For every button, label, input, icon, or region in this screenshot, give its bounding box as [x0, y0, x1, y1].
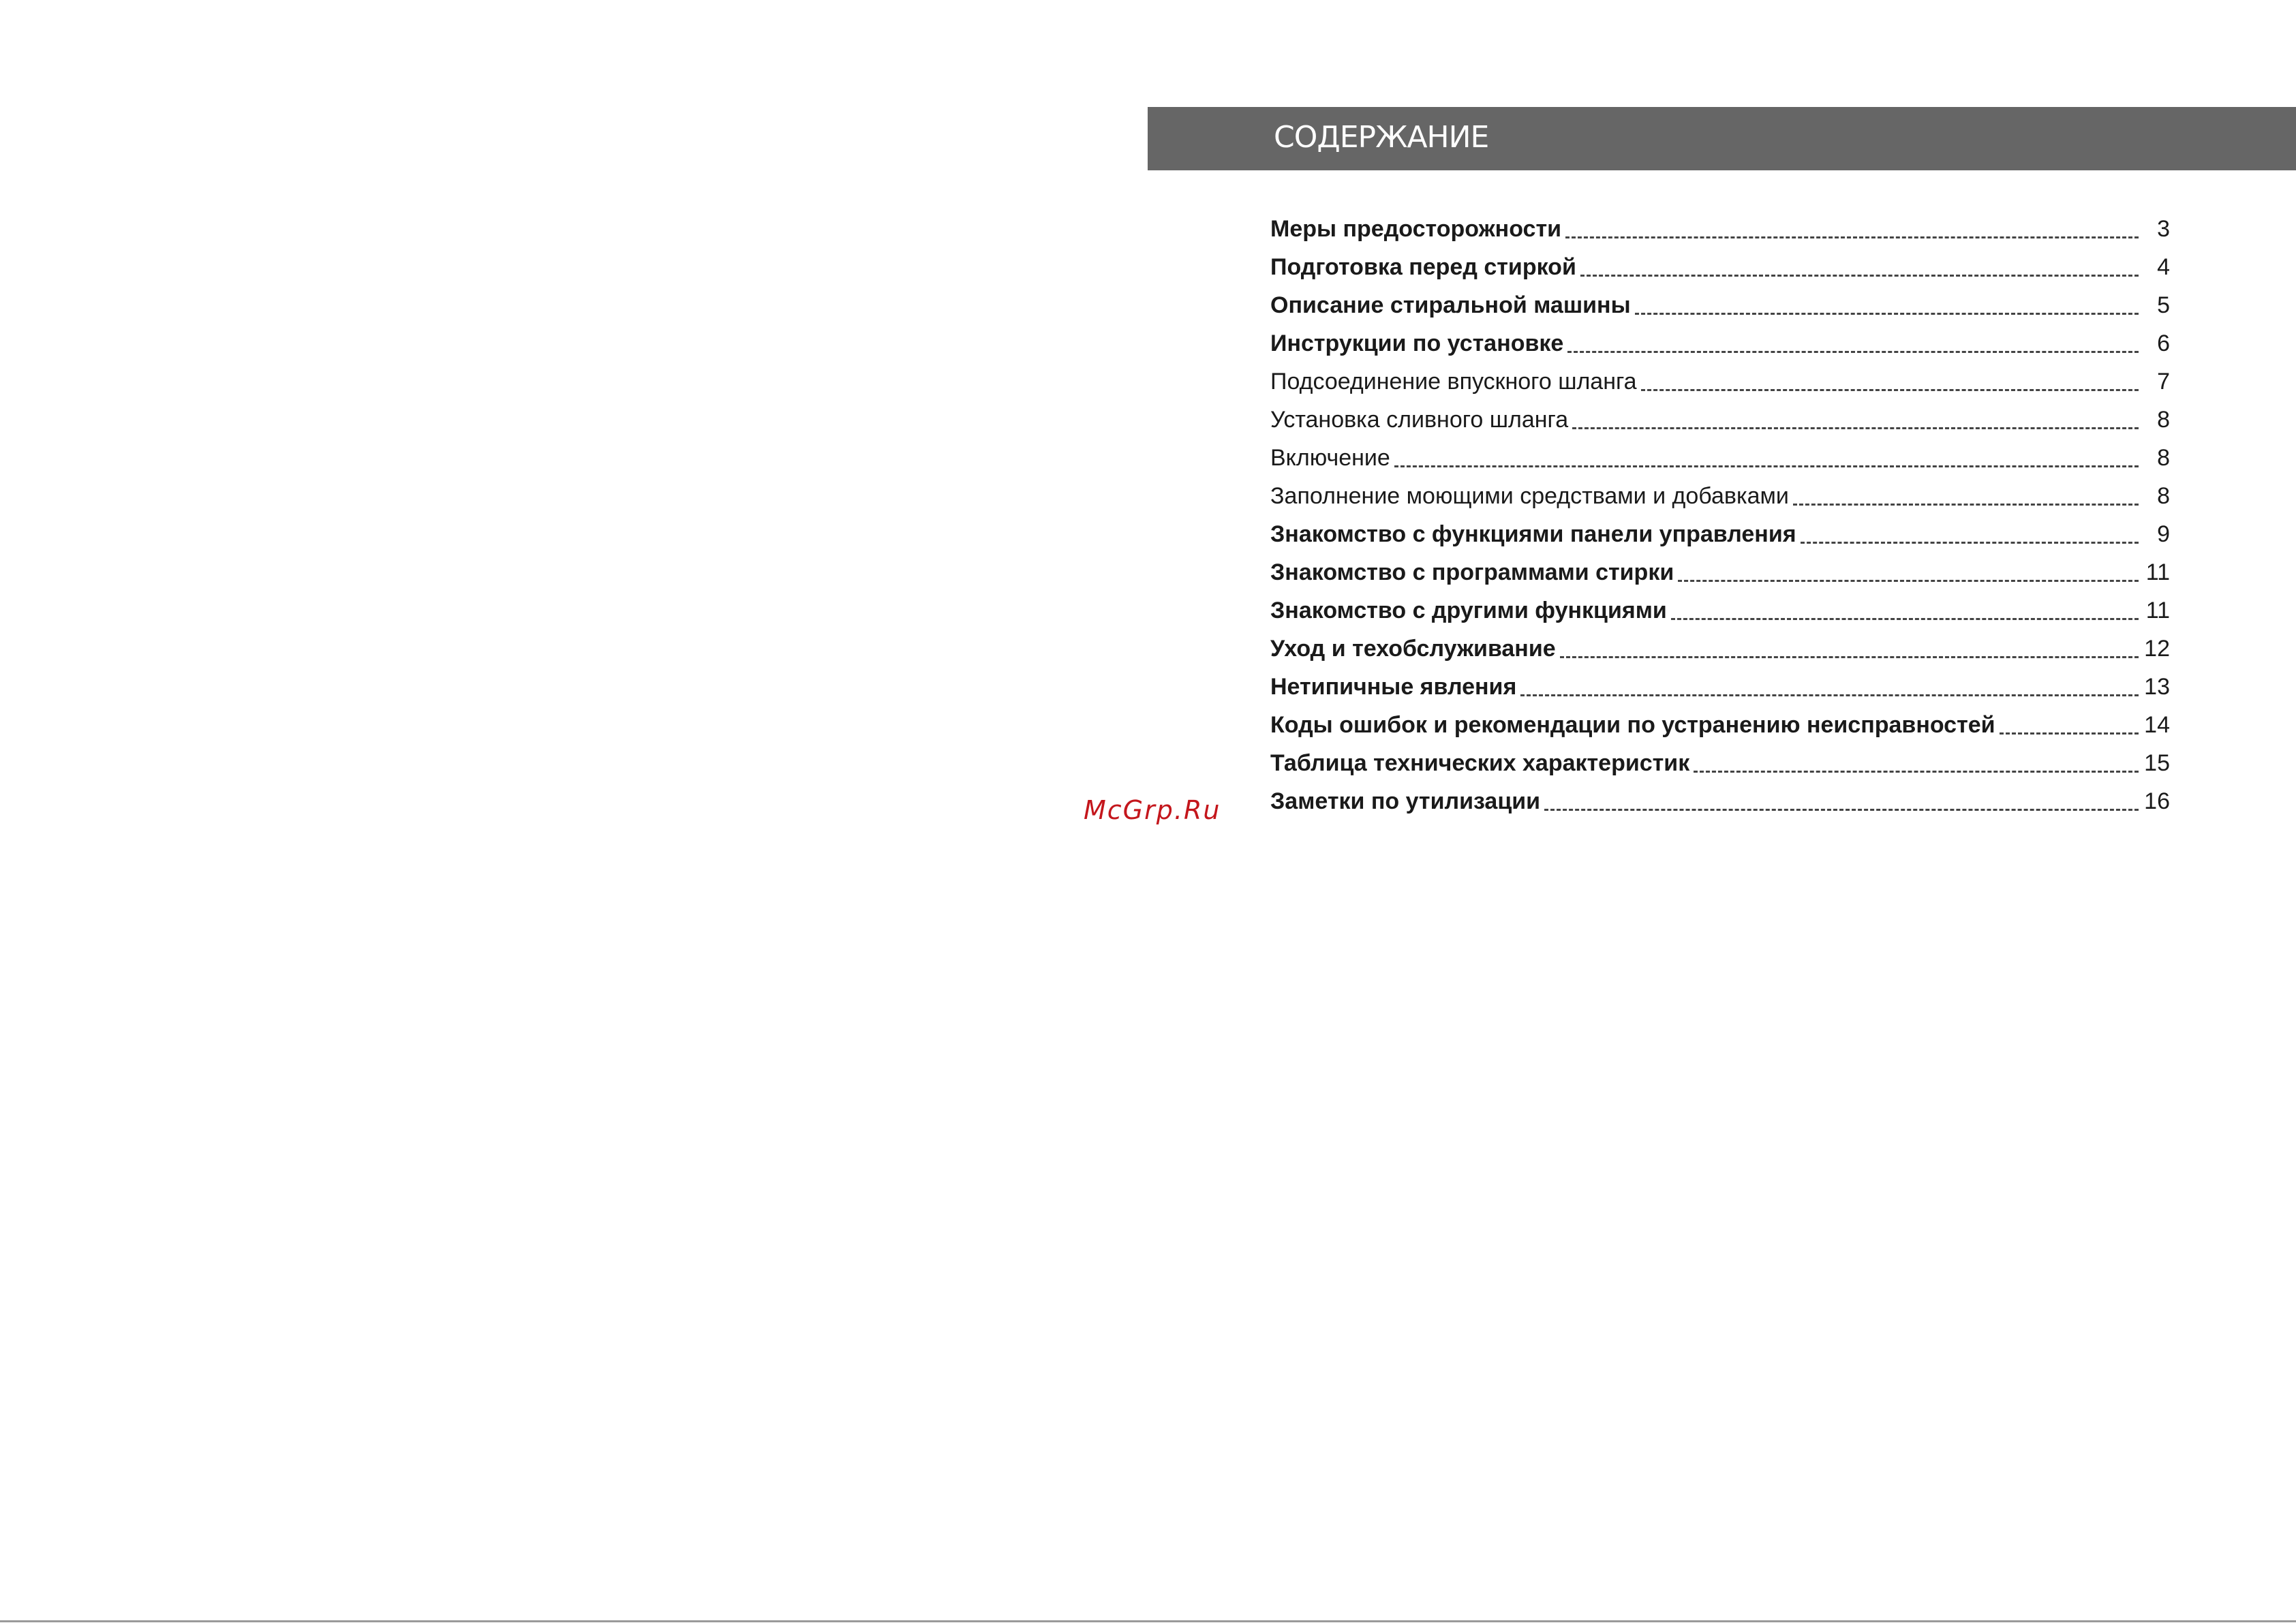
toc-dotted-leader [1520, 694, 2139, 696]
toc-entry-label: Заметки по утилизации [1270, 788, 1541, 814]
toc-dotted-leader [1544, 809, 2139, 811]
toc-entry[interactable] [1270, 401, 2170, 439]
toc-entry-page-number: 8 [2157, 407, 2170, 433]
toc-entry-page-number: 8 [2157, 483, 2170, 509]
toc-entry-page-number: 8 [2157, 445, 2170, 471]
toc-entry[interactable] [1270, 248, 2170, 286]
toc-entry-label: Описание стиральной машины [1270, 292, 1631, 318]
toc-entry-page-number: 5 [2157, 292, 2170, 318]
toc-entry-page-number: 3 [2157, 216, 2170, 242]
toc-entry[interactable] [1270, 668, 2170, 706]
toc-entry-page-number: 12 [2144, 636, 2170, 662]
toc-entry-label: Уход и техобслуживание [1270, 636, 1556, 662]
toc-dotted-leader [1560, 656, 2139, 658]
toc-dotted-leader [1641, 389, 2139, 391]
toc-entry-page-number: 7 [2157, 369, 2170, 395]
toc-entry-page-number: 6 [2157, 330, 2170, 356]
page-bottom-divider [0, 1620, 2296, 1622]
toc-entry-label: Заполнение моющими средствами и добавками [1270, 483, 1789, 509]
toc-dotted-leader [1572, 427, 2139, 429]
toc-dotted-leader [1793, 504, 2139, 506]
toc-entry-label: Инструкции по установке [1270, 330, 1564, 356]
toc-entry-label: Подсоединение впускного шланга [1270, 369, 1637, 395]
toc-entry[interactable] [1270, 553, 2170, 591]
toc-entry-label: Нетипичные явления [1270, 674, 1517, 700]
toc-entry[interactable] [1270, 591, 2170, 630]
toc-entry[interactable] [1270, 477, 2170, 515]
toc-entry[interactable] [1270, 630, 2170, 668]
watermark-text: McGrp.Ru [1084, 795, 1221, 825]
toc-entry-page-number: 11 [2145, 559, 2170, 585]
toc-entry-label: Коды ошибок и рекомендации по устранению неисправностей [1270, 712, 1995, 738]
toc-dotted-leader [1635, 313, 2139, 315]
contents-header-bar [1148, 107, 2296, 170]
toc-dotted-leader [2000, 732, 2139, 735]
toc-entry-page-number: 13 [2144, 674, 2170, 700]
toc-dotted-leader [1694, 771, 2139, 773]
toc-entry[interactable] [1270, 706, 2170, 744]
toc-entry[interactable] [1270, 210, 2170, 248]
toc-dotted-leader [1567, 351, 2139, 353]
toc-entry[interactable] [1270, 439, 2170, 477]
toc-entry-page-number: 11 [2145, 598, 2170, 623]
toc-entry-label: Включение [1270, 445, 1390, 471]
toc-entry-label: Меры предосторожности [1270, 216, 1561, 242]
toc-entry-label: Подготовка перед стиркой [1270, 254, 1576, 280]
toc-entry[interactable] [1270, 324, 2170, 362]
toc-dotted-leader [1394, 465, 2139, 467]
toc-entry[interactable] [1270, 782, 2170, 820]
toc-entry-label: Знакомство с функциями панели управления [1270, 521, 1796, 547]
toc-entry-page-number: 14 [2144, 712, 2170, 738]
toc-dotted-leader [1671, 618, 2139, 620]
toc-entry-label: Знакомство с программами стирки [1270, 559, 1674, 585]
toc-entry-label: Установка сливного шланга [1270, 407, 1569, 433]
toc-entry[interactable] [1270, 362, 2170, 401]
toc-entry[interactable] [1270, 286, 2170, 324]
toc-entry-page-number: 16 [2144, 788, 2170, 814]
toc-entry[interactable] [1270, 515, 2170, 553]
page-title: СОДЕРЖАНИЕ [1274, 120, 1489, 155]
toc-entry-label: Знакомство с другими функциями [1270, 598, 1667, 623]
table-of-contents [1270, 210, 2170, 820]
toc-entry-page-number: 9 [2157, 521, 2170, 547]
toc-dotted-leader [1678, 580, 2139, 582]
toc-entry-page-number: 15 [2144, 750, 2170, 776]
toc-dotted-leader [1801, 542, 2139, 544]
toc-entry-label: Таблица технических характеристик [1270, 750, 1690, 776]
toc-dotted-leader [1565, 236, 2139, 238]
toc-dotted-leader [1580, 275, 2139, 277]
toc-entry[interactable] [1270, 744, 2170, 782]
toc-entry-page-number: 4 [2157, 254, 2170, 280]
